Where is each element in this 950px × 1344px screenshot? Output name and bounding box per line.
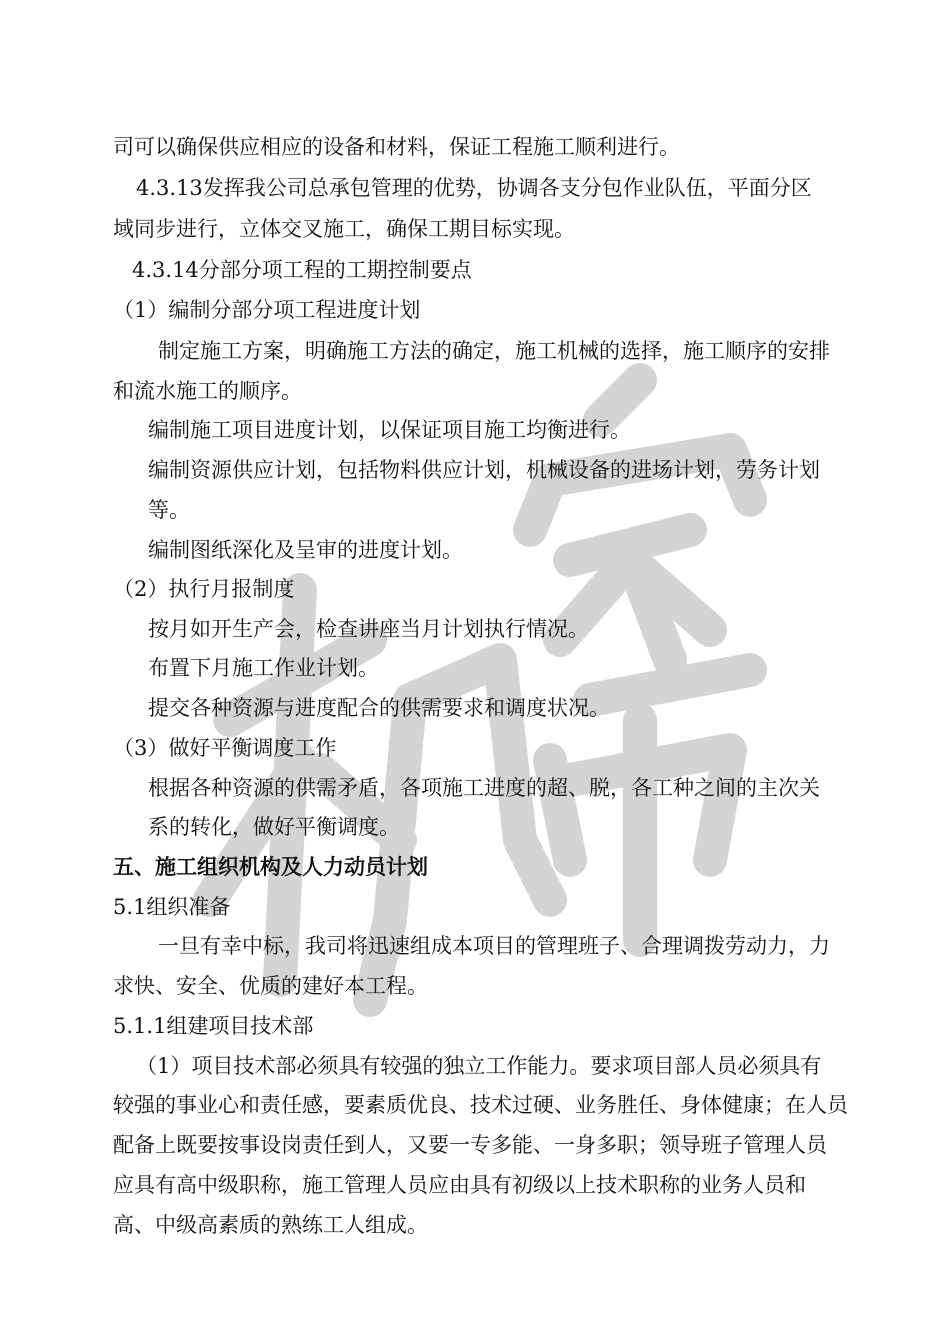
text-line: 应具有高中级职称，施工管理人员应由具有初级以上技术职称的业务人员和: [113, 1173, 806, 1197]
list-item: 根据各种资源的供需矛盾，各项施工进度的超、脱，各工种之间的主次关: [148, 776, 820, 800]
text-line: 司可以确保供应相应的设备和材料，保证工程施工顺利进行。: [113, 135, 680, 159]
list-item: 编制施工项目进度计划，以保证项目施工均衡进行。: [148, 418, 631, 442]
chapter-heading: 五、施工组织机构及人力动员计划: [113, 854, 428, 879]
text-line: 域同步进行，立体交叉施工，确保工期目标实现。: [113, 217, 575, 241]
list-item: 按月如开生产会，检查讲座当月计划执行情况。: [148, 617, 589, 641]
subsection-heading: （3）做好平衡调度工作: [113, 736, 337, 760]
subsection-heading: （2）执行月报制度: [113, 577, 295, 601]
section-heading: 5.1组织准备: [113, 895, 231, 919]
text-line: 较强的事业心和责任感，要素质优良、技术过硬、业务胜任、身体健康；在人员: [113, 1093, 848, 1117]
subsection-heading: （1）编制分部分项工程进度计划: [113, 298, 421, 322]
text-line: （1）项目技术部必须具有较强的独立工作能力。要求项目部人员必须具有: [136, 1054, 822, 1078]
list-item: 编制资源供应计划，包括物料供应计划，机械设备的进场计划，劳务计划: [148, 458, 820, 482]
text-line: 制定施工方案，明确施工方法的确定，施工机械的选择，施工顺序的安排: [158, 339, 830, 363]
text-line: 求快、安全、优质的建好本工程。: [113, 974, 428, 998]
text-line: 一旦有幸中标，我司将迅速组成本项目的管理班子、合理调拨劳动力，力: [158, 934, 830, 958]
list-item: 布置下月施工作业计划。: [148, 656, 379, 680]
text-line: 和流水施工的顺序。: [113, 379, 302, 403]
section-heading: 5.1.1组建项目技术部: [113, 1014, 314, 1038]
list-item-continuation: 等。: [148, 498, 190, 522]
text-line: 4.3.13发挥我公司总承包管理的优势，协调各支分包作业队伍，平面分区: [136, 176, 812, 200]
list-item-continuation: 系的转化，做好平衡调度。: [148, 815, 400, 839]
list-item: 编制图纸深化及呈审的进度计划。: [148, 538, 463, 562]
section-heading: 4.3.14分部分项工程的工期控制要点: [132, 258, 472, 282]
text-line: 配备上既要按事设岗责任到人，又要一专多能、一身多职；领导班子管理人员: [113, 1133, 827, 1157]
list-item: 提交各种资源与进度配合的供需要求和调度状况。: [148, 696, 610, 720]
text-line: 高、中级高素质的熟练工人组成。: [113, 1213, 428, 1237]
